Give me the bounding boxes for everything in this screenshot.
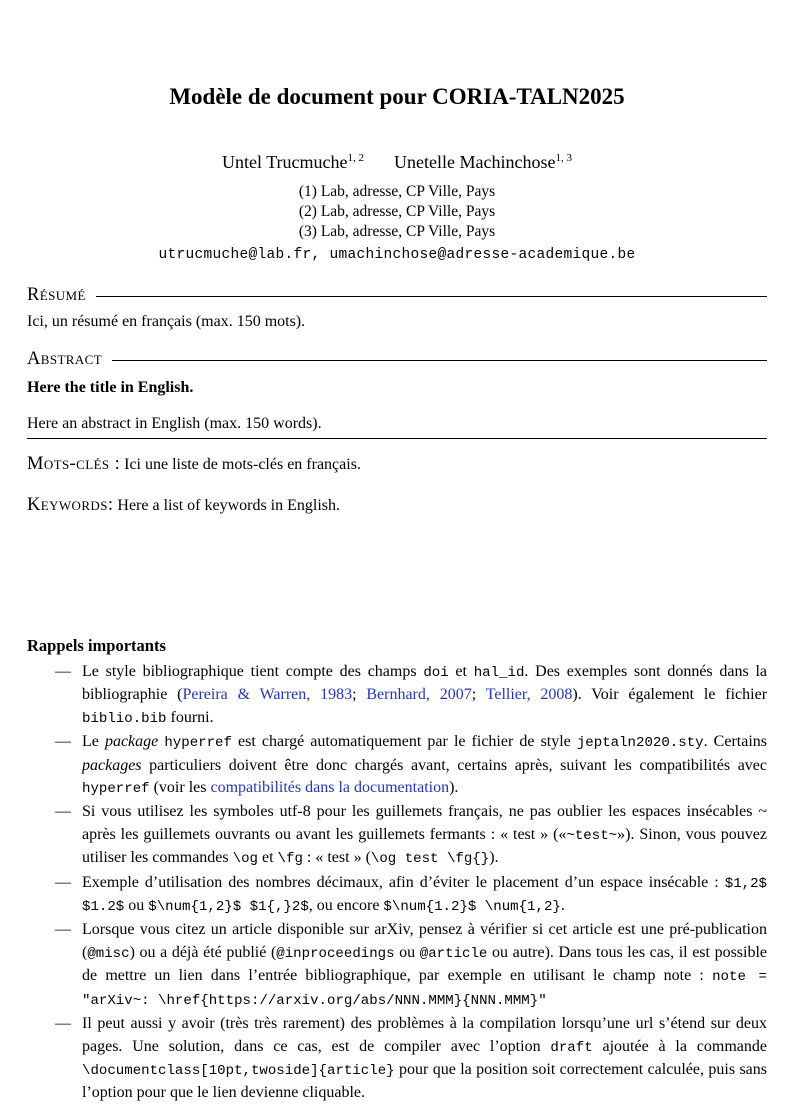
inline-code: \og test \fg{}	[370, 851, 490, 868]
list-item-text	[82, 803, 767, 866]
rappels-list	[27, 661, 767, 1105]
inline-link[interactable]: Bernhard, 2007	[366, 686, 472, 704]
rappels-heading: Rappels importants	[27, 636, 166, 655]
resume-text: Ici, un résumé en français (max. 150 mots).	[27, 313, 306, 330]
author-2	[394, 152, 572, 173]
inline-code: hyperref	[82, 781, 150, 798]
inline-code: \og	[232, 851, 258, 868]
inline-link[interactable]: Tellier, 2008	[485, 686, 573, 704]
inline-code: @inproceedings	[276, 945, 395, 962]
inline-code: note = "arXiv~: \href{https://arxiv.org/abs/NNN.MMM}{NNN.MMM}"	[82, 969, 767, 1009]
list-item-text	[82, 1015, 767, 1101]
affiliations-block	[27, 182, 767, 242]
text-run: ou autre). Dans tous les cas, il est possible de mettre un lien dans l’entrée bibliographique, par exemple en utilisant le champ note :	[82, 943, 768, 985]
inline-link[interactable]: compatibilités dans la documentation	[210, 779, 450, 797]
author-2-name: Unetelle Machinchose	[394, 152, 556, 172]
text-run: est chargé automatiquement par le fichier de style	[231, 733, 577, 751]
text-run: pour que la position soit correctement calculée, puis sans l’option pour que le lien devienne cliquable.	[82, 1060, 767, 1102]
inline-code: doi	[423, 665, 449, 681]
text-run: ou	[394, 943, 420, 961]
inline-code: $\num{1.2}$ \num{1,2}	[383, 899, 561, 916]
item-dash: —	[55, 803, 71, 821]
inline-italic: package	[104, 733, 159, 751]
text-run: (voir les	[149, 779, 211, 797]
text-run: fourni.	[166, 708, 214, 726]
inline-link[interactable]: Pereira & Warren, 1983	[182, 686, 353, 704]
document-title: Modèle de document pour CORIA-TALN2025	[169, 84, 625, 109]
author-1-name: Untel Trucmuche	[222, 152, 348, 172]
inline-code: hyperref	[164, 735, 232, 752]
author-1-superscript: 1, 2	[347, 152, 365, 164]
inline-code: @misc	[87, 945, 130, 962]
text-run: particuliers doivent être donc chargés avant, certains après, suivant les compatibilités avec	[141, 756, 767, 774]
text-run: ) ou a déjà été publié (	[129, 943, 277, 961]
text-run: Lorsque vous citez un article disponible sur arXiv, pensez à vérifier si cet article est une pré-publication (	[82, 921, 767, 961]
text-run: ou	[124, 897, 149, 915]
item-dash: —	[55, 663, 71, 680]
resume-label: Résumé	[27, 285, 86, 305]
list-item	[27, 801, 767, 870]
affiliation-line: (3) Lab, adresse, CP Ville, Pays	[298, 223, 496, 240]
list-item	[27, 872, 767, 919]
motscles-text: Ici une liste de mots-clés en français.	[124, 456, 361, 473]
keywords-label: Keywords:	[27, 495, 114, 515]
list-item	[27, 731, 767, 800]
text-run: : « test » (	[302, 849, 371, 867]
motscles-line	[27, 452, 767, 477]
author-1	[222, 152, 364, 173]
text-run: , ou encore	[308, 897, 384, 915]
affiliation-line: (2) Lab, adresse, CP Ville, Pays	[298, 203, 496, 220]
inline-code: @article	[419, 945, 488, 962]
abstract-section-header	[27, 349, 767, 370]
abstract-label: Abstract	[27, 349, 103, 369]
list-item-text	[82, 663, 767, 726]
inline-italic: packages	[82, 756, 142, 774]
text-run: et	[448, 663, 474, 680]
inline-code: jeptaln2020.sty	[576, 735, 704, 752]
list-item-text	[82, 921, 767, 1007]
inline-code: \fg	[277, 851, 303, 868]
text-run: .	[560, 897, 565, 915]
inline-code: \documentclass[10pt,twoside]{article}	[82, 1062, 395, 1079]
affiliation-line: (1) Lab, adresse, CP Ville, Pays	[298, 183, 496, 200]
list-item	[27, 919, 767, 1012]
item-dash: —	[55, 1015, 71, 1033]
text-run: . Des exemples sont donnés dans la bibliographie (	[82, 663, 768, 704]
inline-code: draft	[550, 1039, 593, 1056]
motscles-label: Mots-clés :	[27, 454, 121, 474]
text-run: Il peut aussi y avoir (très très rarement) des problèmes à la compilation lorsqu’une url s’étend sur deux pages. Une solution, dans ce cas, est de compiler avec l’option	[82, 1015, 767, 1055]
inline-code: $\num{1,2}$ $1{,}2$	[148, 899, 309, 916]
list-item-text	[82, 874, 767, 914]
text-run: ;	[352, 686, 367, 704]
abstract-text: Here an abstract in English (max. 150 words).	[27, 413, 767, 439]
item-dash: —	[55, 733, 71, 751]
author-line	[27, 152, 767, 173]
inline-code: hal_id	[473, 665, 525, 681]
inline-code: ~test~	[566, 827, 618, 844]
text-run: et	[258, 849, 278, 867]
text-run: Le	[82, 733, 105, 751]
keywords-text: Here a list of keywords in English.	[117, 497, 341, 514]
text-run: ajoutée à la commande	[592, 1037, 767, 1055]
list-item-text	[82, 733, 767, 796]
author-2-superscript: 1, 3	[555, 152, 572, 164]
item-dash: —	[55, 873, 71, 891]
section-rule	[112, 360, 767, 361]
text-run: Le style bibliographique tient compte des champs	[82, 663, 424, 680]
text-run: ). Voir également le fichier	[572, 686, 768, 704]
keywords-line	[27, 493, 767, 518]
text-run: ).	[449, 779, 459, 797]
list-item	[27, 661, 767, 730]
list-item	[27, 1013, 767, 1105]
text-run: ).	[489, 849, 499, 867]
item-dash: —	[55, 921, 71, 939]
text-run: ;	[471, 686, 486, 704]
text-run: Si vous utilisez les symboles utf-8 pour les guillemets français, ne pas oublier les espaces insécables ~ après les guillemets ouvrants ou avant les guillemets fermants : « test » («	[82, 803, 767, 843]
section-rule	[96, 296, 767, 297]
text-run: »). Sinon, vous pouvez utiliser les commandes	[82, 825, 767, 867]
inline-code: $1,2$ $1.2$	[82, 875, 767, 916]
text-run: . Certains	[703, 733, 767, 751]
author-emails: utrucmuche@lab.fr, umachinchose@adresse-academique.be	[158, 247, 636, 263]
inline-code: biblio.bib	[82, 710, 167, 727]
text-run: Exemple d’utilisation des nombres décimaux, afin d’éviter le placement d’un espace insécable :	[82, 873, 725, 891]
english-title: Here the title in English.	[27, 379, 194, 396]
resume-section-header	[27, 285, 767, 306]
